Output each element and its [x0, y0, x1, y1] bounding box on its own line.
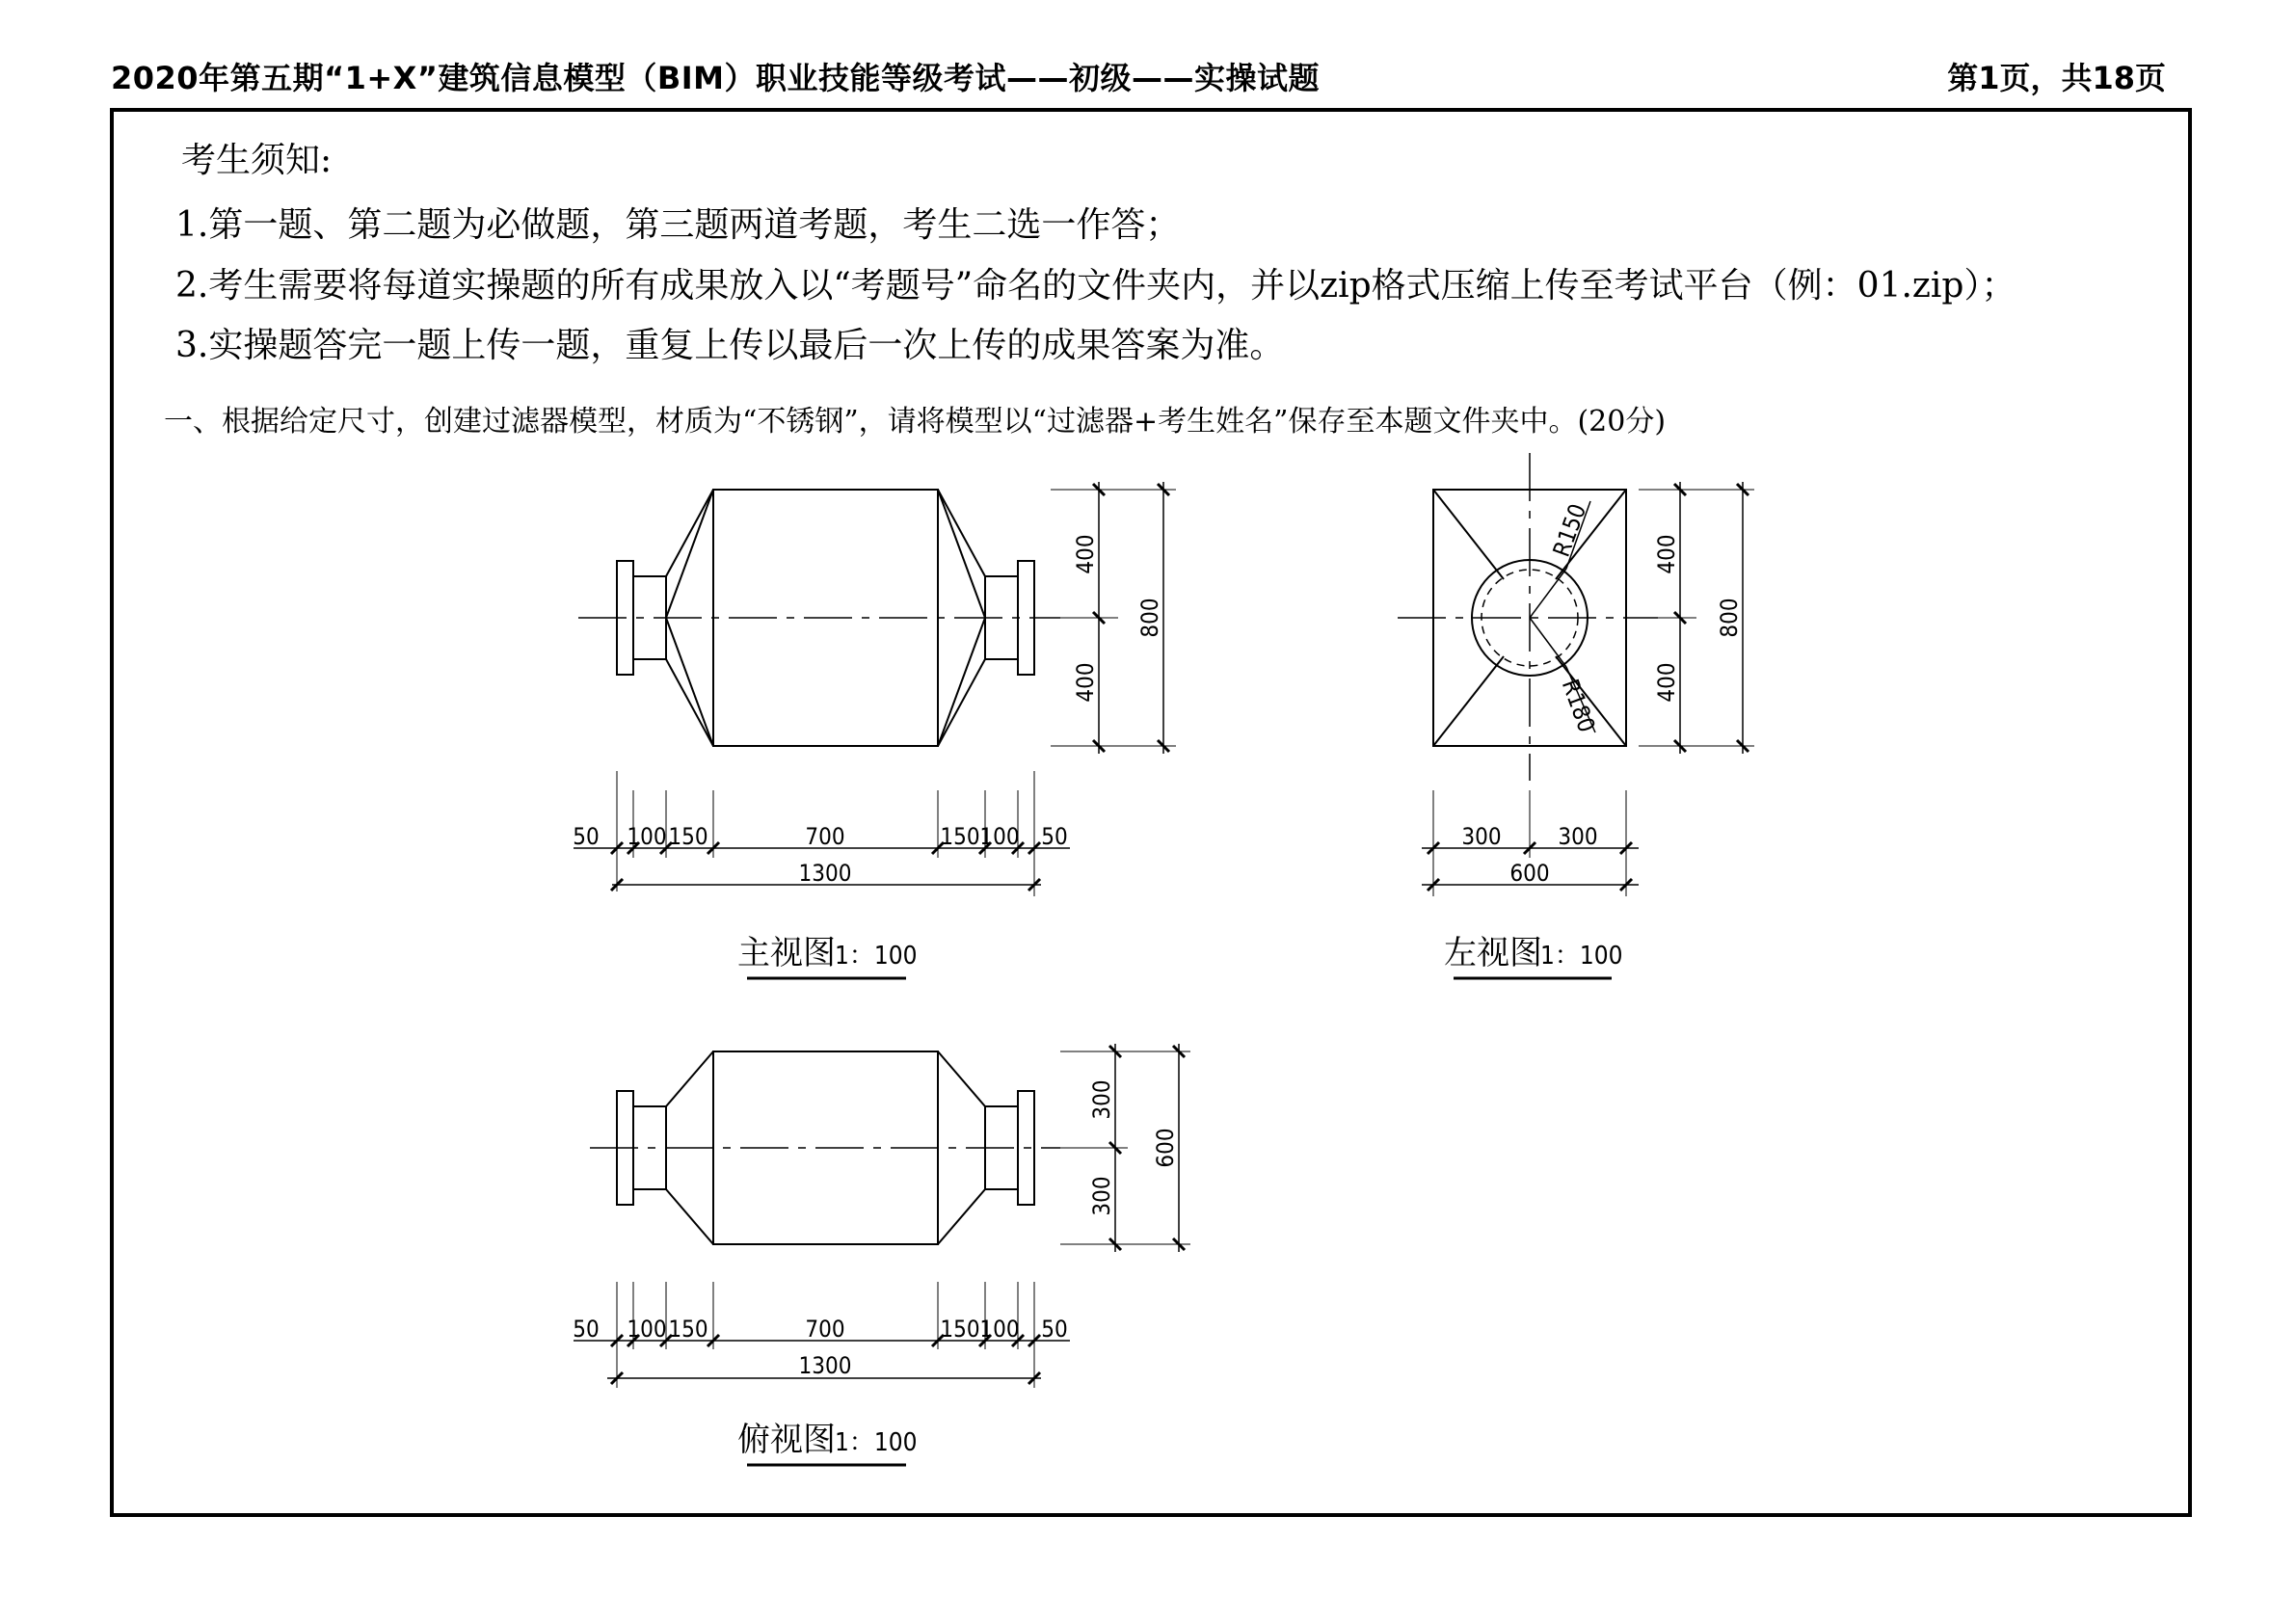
left-dim-total: 600: [1509, 860, 1550, 887]
left-dim-1: 300: [1461, 823, 1502, 850]
left-view-title: 左视图: [1444, 934, 1542, 972]
left-vdim-2: 400: [1653, 662, 1680, 703]
front-dim-7: 50: [1041, 823, 1068, 850]
front-view-scale: 1：100: [835, 942, 918, 971]
top-dim-3: 150: [668, 1316, 708, 1343]
exam-title: 2020年第五期“1+X”建筑信息模型（BIM）职业技能等级考试——初级——实操试题: [111, 60, 1321, 96]
notice-title: 考生须知:: [181, 141, 333, 180]
top-vdim-2: 300: [1088, 1176, 1115, 1216]
front-dim-total: 1300: [798, 860, 852, 887]
top-dim-4: 700: [805, 1316, 845, 1343]
top-dim-2: 100: [627, 1316, 667, 1343]
top-view-scale: 1：100: [835, 1428, 918, 1457]
front-dim-6: 100: [979, 823, 1020, 850]
left-radius-outer: R180: [1556, 676, 1601, 736]
front-dim-5: 150: [940, 823, 980, 850]
left-radius-inner: R150: [1547, 500, 1592, 561]
front-dim-1: 50: [573, 823, 600, 850]
top-vdim-1: 300: [1088, 1079, 1115, 1120]
front-dim-3: 150: [668, 823, 708, 850]
left-view-scale: 1：100: [1540, 942, 1623, 971]
top-dim-5: 150: [940, 1316, 980, 1343]
top-dim-1: 50: [573, 1316, 600, 1343]
front-vdim-total: 800: [1136, 598, 1163, 638]
top-dim-6: 100: [979, 1316, 1020, 1343]
notice-item-2: 2.考生需要将每道实操题的所有成果放入以“考题号”命名的文件夹内，并以zip格式压缩上传至考试平台（例：01.zip）；: [175, 266, 2016, 306]
front-vdim-2: 400: [1072, 662, 1099, 703]
question-1-text: 一、根据给定尺寸，创建过滤器模型，材质为“不锈钢”，请将模型以“过滤器+考生姓名”保存至本题文件夹中。(20分): [164, 405, 1667, 439]
notice-item-1: 1.第一题、第二题为必做题，第三题两道考题，考生二选一作答；: [175, 205, 1181, 245]
left-dim-2: 300: [1558, 823, 1598, 850]
top-view-title: 俯视图: [737, 1421, 836, 1459]
front-view-title: 主视图: [737, 934, 836, 972]
page-indicator: 第1页，共18页: [1947, 60, 2166, 96]
front-vdim-1: 400: [1072, 534, 1099, 574]
top-dim-total: 1300: [798, 1352, 852, 1379]
top-dim-7: 50: [1041, 1316, 1068, 1343]
front-dim-2: 100: [627, 823, 667, 850]
front-dim-4: 700: [805, 823, 845, 850]
top-vdim-total: 600: [1152, 1128, 1179, 1168]
left-vdim-total: 800: [1716, 598, 1743, 638]
left-vdim-1: 400: [1653, 534, 1680, 574]
notice-item-3: 3.实操题答完一题上传一题，重复上传以最后一次上传的成果答案为准。: [175, 326, 1285, 365]
